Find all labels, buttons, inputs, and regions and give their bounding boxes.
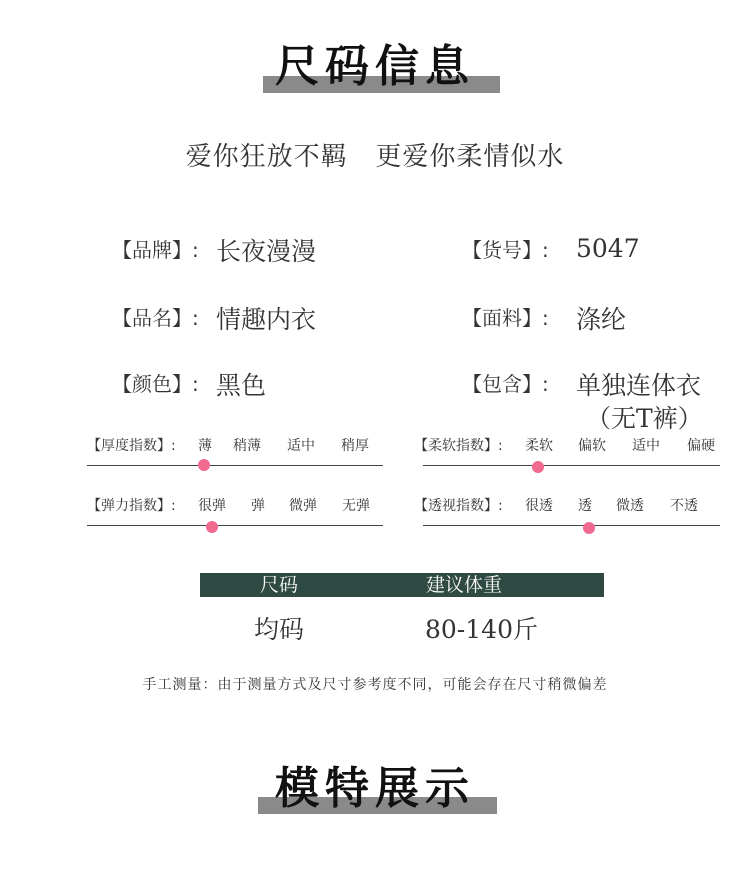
size-info-title: 尺码信息 xyxy=(275,41,475,92)
thickness-option: 稍薄 xyxy=(233,438,261,454)
softness-option: 偏软 xyxy=(578,438,606,454)
size-cell: 均码 xyxy=(254,615,305,644)
fabric-value: 涤纶 xyxy=(576,305,627,334)
softness-scale-line xyxy=(423,465,720,466)
model-showcase-title: 模特展示 xyxy=(275,763,475,814)
weight-cell: 80-140斤 xyxy=(425,615,538,644)
softness-index-label: 【柔软指数】: xyxy=(414,438,503,454)
thickness-scale-line xyxy=(87,465,383,466)
size-table-header xyxy=(200,573,604,597)
transparency-option: 很透 xyxy=(525,498,553,514)
item-no-value: 5047 xyxy=(576,234,640,263)
thickness-index-label: 【厚度指数】: xyxy=(87,438,176,454)
elasticity-option: 微弹 xyxy=(289,498,317,514)
slogan: 爱你狂放不羁 更爱你柔情似水 xyxy=(185,142,565,172)
color-value: 黑色 xyxy=(216,371,267,400)
transparency-option: 微透 xyxy=(616,498,644,514)
name-label: 【品名】: xyxy=(112,306,199,330)
thickness-indicator-dot xyxy=(198,459,210,471)
brand-label: 【品牌】: xyxy=(112,238,199,262)
color-label: 【颜色】: xyxy=(112,372,199,396)
size-column-header: 尺码 xyxy=(260,574,299,596)
thickness-option: 薄 xyxy=(198,438,212,454)
transparency-option: 透 xyxy=(578,498,592,514)
elasticity-scale-line xyxy=(87,525,383,526)
elasticity-option: 弹 xyxy=(251,498,265,514)
name-value: 情趣内衣 xyxy=(216,305,317,334)
transparency-option: 不透 xyxy=(670,498,698,514)
softness-option: 偏硬 xyxy=(687,438,715,454)
elasticity-index-label: 【弹力指数】: xyxy=(87,498,176,514)
softness-indicator-dot xyxy=(532,461,544,473)
transparency-indicator-dot xyxy=(583,522,595,534)
item-no-label: 【货号】: xyxy=(462,238,549,262)
includes-label: 【包含】: xyxy=(462,372,549,396)
thickness-option: 适中 xyxy=(287,438,315,454)
elasticity-indicator-dot xyxy=(206,521,218,533)
brand-value: 长夜漫漫 xyxy=(216,237,317,266)
fabric-label: 【面料】: xyxy=(462,306,549,330)
includes-value-line2: （无T裤） xyxy=(586,404,703,433)
measurement-note: 手工测量：由于测量方式及尺寸参考度不同，可能会存在尺寸稍微偏差 xyxy=(142,677,608,693)
transparency-index-label: 【透视指数】: xyxy=(414,498,503,514)
thickness-option: 稍厚 xyxy=(341,438,369,454)
includes-value-line1: 单独连体衣 xyxy=(576,371,702,400)
softness-option: 柔软 xyxy=(525,438,553,454)
softness-option: 适中 xyxy=(632,438,660,454)
weight-column-header: 建议体重 xyxy=(426,574,503,596)
elasticity-option: 无弹 xyxy=(342,498,370,514)
transparency-scale-line xyxy=(423,525,720,526)
elasticity-option: 很弹 xyxy=(198,498,226,514)
